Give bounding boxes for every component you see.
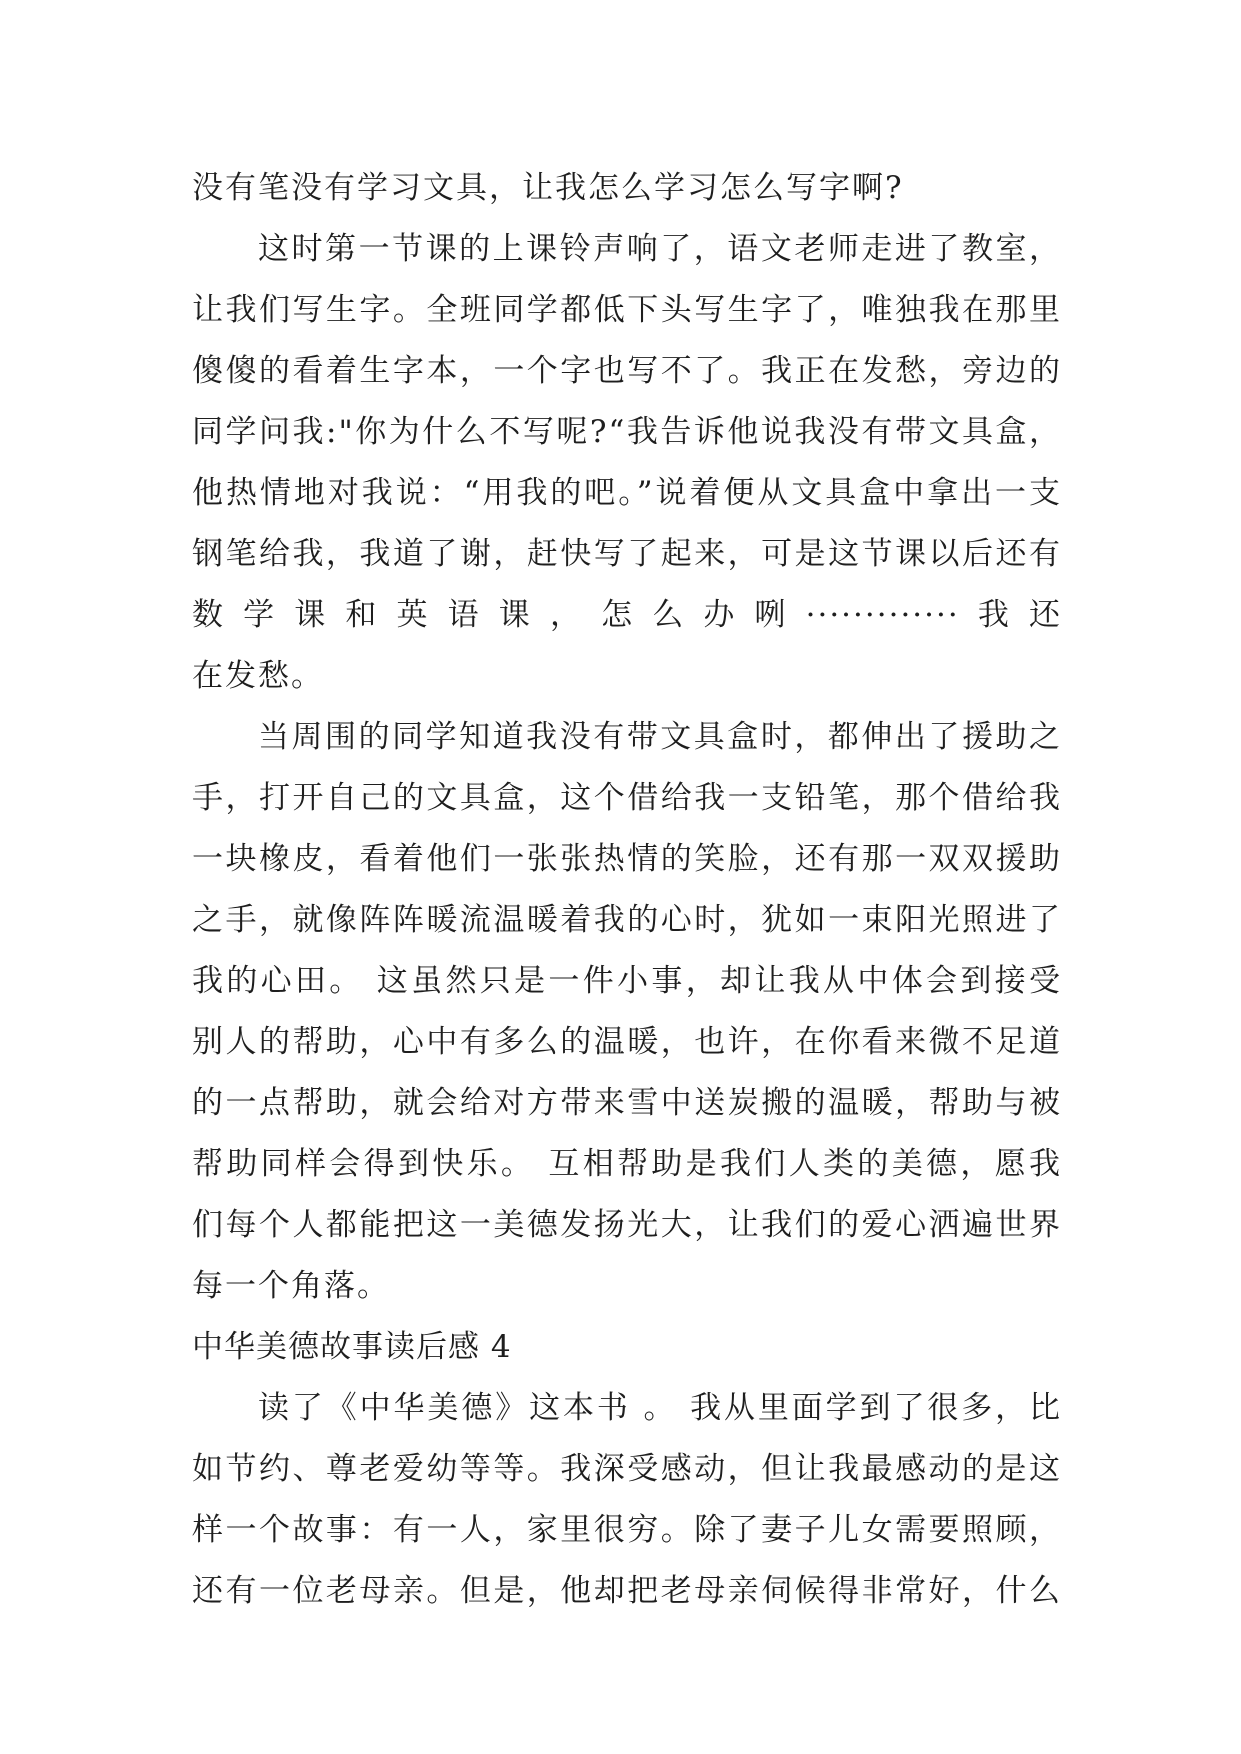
text-line: 让我们写生字。全班同学都低下头写生字了，唯独我在那里 <box>192 292 1062 328</box>
text-line: 这时第一节课的上课铃声响了，语文老师走进了教室， <box>258 231 1062 267</box>
text-line: 样一个故事：有一人，家里很穷。除了妻子儿女需要照顾， <box>192 1512 1062 1548</box>
text-line: 手，打开自己的文具盒，这个借给我一支铅笔，那个借给我 <box>192 780 1062 816</box>
text-line: 一块橡皮，看着他们一张张热情的笑脸，还有那一双双援助 <box>192 841 1062 877</box>
text-line: 别人的帮助，心中有多么的温暖，也许，在你看来微不足道 <box>192 1024 1062 1060</box>
text-line: 还有一位老母亲。但是，他却把老母亲伺候得非常好，什么 <box>192 1573 1062 1609</box>
text-line: 如节约、尊老爱幼等等。我深受感动，但让我最感动的是这 <box>192 1451 1062 1487</box>
text-line: 当周围的同学知道我没有带文具盒时，都伸出了援助之 <box>258 719 1062 755</box>
text-line: 读了《中华美德》这本书 。 我从里面学到了很多，比 <box>258 1390 1062 1426</box>
document-body <box>192 158 1062 1622</box>
text-line: 数学课和英语课，怎么办咧·············我还 <box>192 597 1062 633</box>
text-line: 傻傻的看着生字本，一个字也写不了。我正在发愁，旁边的 <box>192 353 1062 389</box>
text-line: 钢笔给我，我道了谢，赶快写了起来，可是这节课以后还有 <box>192 536 1062 572</box>
text-line: 在发愁。 <box>192 658 324 694</box>
text-line: 之手，就像阵阵暖流温暖着我的心时，犹如一束阳光照进了 <box>192 902 1062 938</box>
section-heading: 中华美德故事读后感 4 <box>192 1329 512 1365</box>
text-line: 帮助同样会得到快乐。 互相帮助是我们人类的美德，愿我 <box>192 1146 1062 1182</box>
text-line: 没有笔没有学习文具，让我怎么学习怎么写字啊? <box>192 170 904 206</box>
text-line: 的一点帮助，就会给对方带来雪中送炭搬的温暖，帮助与被 <box>192 1085 1062 1121</box>
text-line: 们每个人都能把这一美德发扬光大，让我们的爱心洒遍世界 <box>192 1207 1062 1243</box>
text-line: 同学问我:"你为什么不写呢?“我告诉他说我没有带文具盒， <box>192 414 1062 450</box>
text-line: 他热情地对我说：“用我的吧。”说着便从文具盒中拿出一支 <box>192 475 1062 511</box>
text-line: 我的心田。 这虽然只是一件小事，却让我从中体会到接受 <box>192 963 1062 999</box>
text-line: 每一个角落。 <box>192 1268 390 1304</box>
